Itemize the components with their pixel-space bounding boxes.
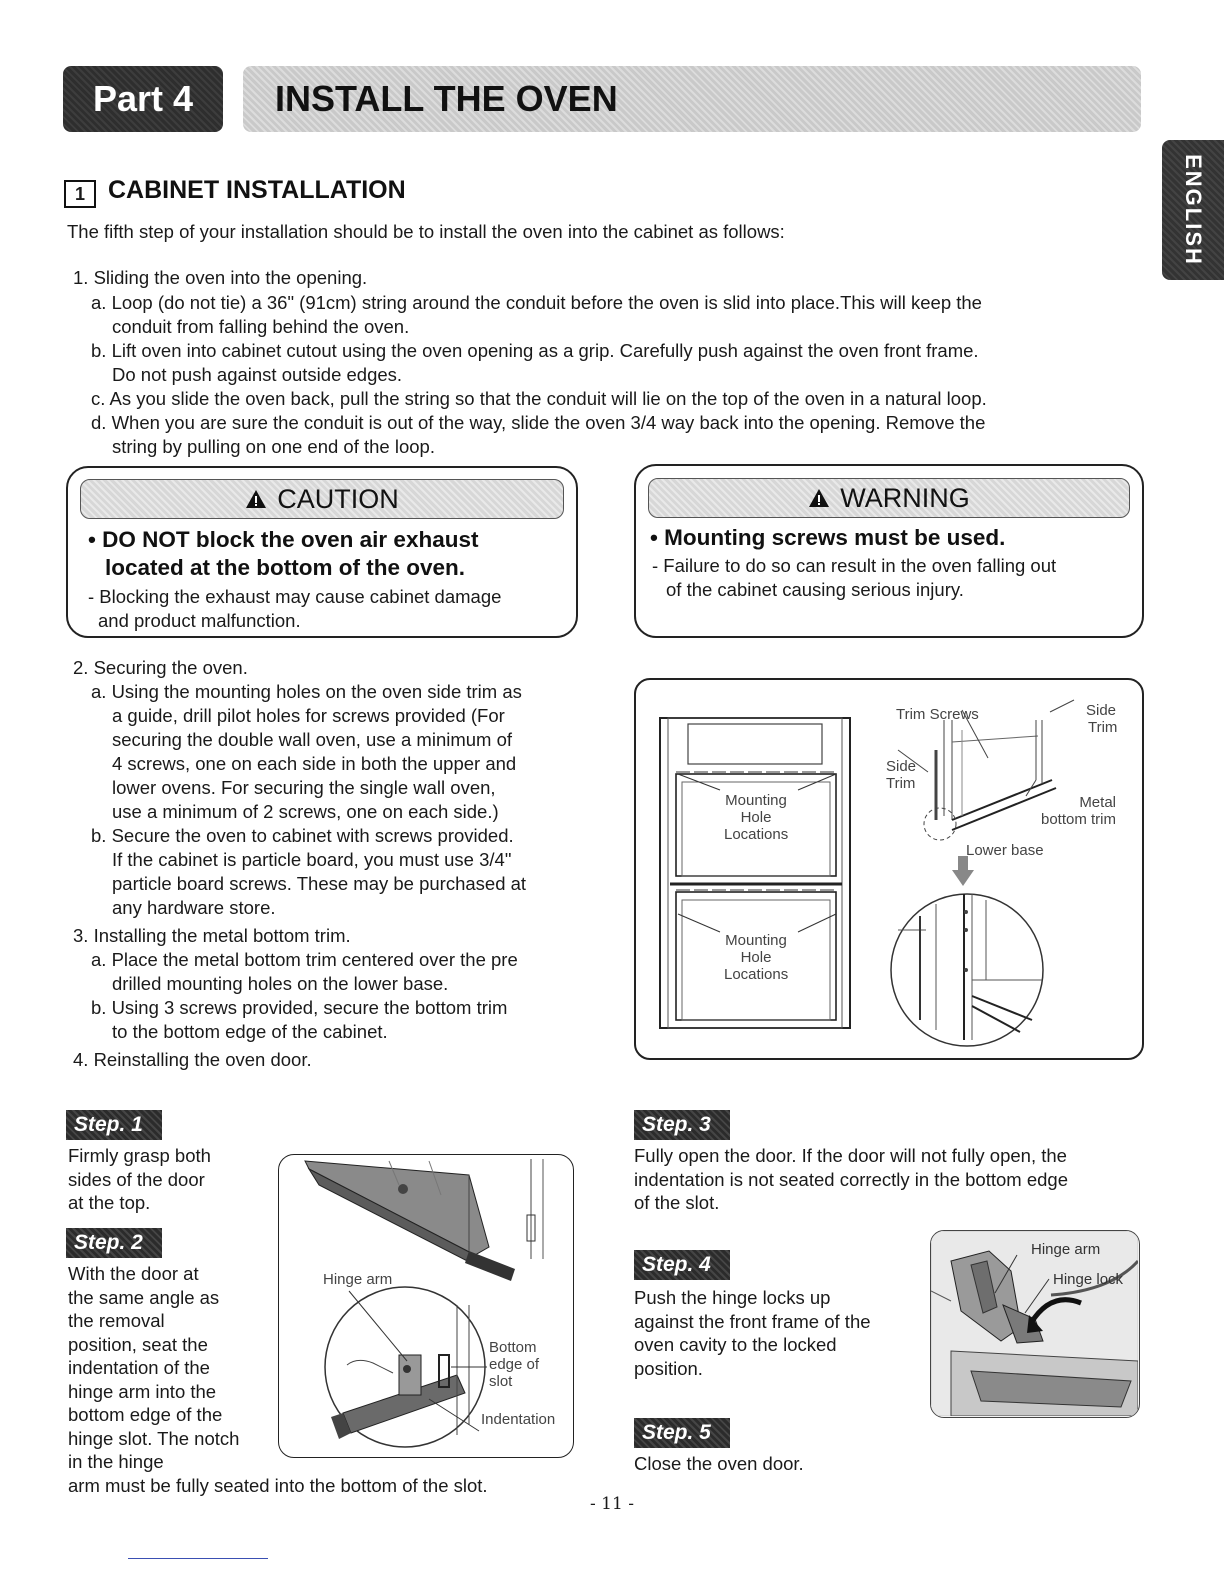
warning-bold-line: • Mounting screws must be used. xyxy=(650,525,1006,550)
hinge-lock-figure xyxy=(930,1230,1140,1418)
caution-detail: and product malfunction. xyxy=(98,610,301,631)
lower-base-label: Lower base xyxy=(966,842,1044,859)
list-item: 4 screws, one on each side in both the upper and xyxy=(112,753,517,774)
door-hinge-figure xyxy=(278,1154,574,1458)
caution-bold-line: • DO NOT block the oven air exhaust xyxy=(88,527,479,552)
mounting-label: Mounting xyxy=(725,932,787,949)
text-line: of the slot. xyxy=(634,1192,720,1213)
text-line: arm must be fully seated into the bottom of the slot. xyxy=(68,1474,488,1496)
text-line: against the front frame of the xyxy=(634,1310,871,1332)
text-line: indentation of the xyxy=(68,1357,210,1378)
list-item: c. As you slide the oven back, pull the string so that the conduit will lie on the top of the oven in a natural loop. xyxy=(91,388,987,409)
language-label: ENGLISH xyxy=(1181,154,1206,266)
step4-text xyxy=(634,1286,871,1380)
warning-box xyxy=(634,464,1144,638)
warning-detail: of the cabinet causing serious injury. xyxy=(666,579,964,600)
part-label: Part 4 xyxy=(92,78,194,119)
hinge-lock-label: Hinge lock xyxy=(1053,1271,1124,1288)
oven-mounting-figure xyxy=(634,678,1144,1060)
list-heading: 2. Securing the oven. xyxy=(73,657,248,678)
list-item: b. Using 3 screws provided, secure the bottom trim xyxy=(91,997,508,1018)
list-item: to the bottom edge of the cabinet. xyxy=(112,1021,388,1042)
caution-title: CAUTION xyxy=(277,483,399,514)
hinge-arm-label: Hinge arm xyxy=(1031,1241,1101,1258)
caution-header xyxy=(80,479,564,519)
mounting-label: Hole xyxy=(740,809,772,826)
list-item: b. Secure the oven to cabinet with screws provided. xyxy=(91,825,514,846)
list-item: securing the double wall oven, use a minimum of xyxy=(112,729,513,750)
text-line: With the door at xyxy=(68,1263,199,1284)
warning-triangle-icon xyxy=(245,489,267,509)
text-line: hinge arm into the xyxy=(68,1380,217,1402)
list-item: b. Lift oven into cabinet cutout using the oven opening as a grip. Carefully push against the oven front frame. xyxy=(91,340,979,361)
step3-text xyxy=(634,1144,1068,1215)
footer-rule xyxy=(128,1558,268,1559)
section-title: CABINET INSTALLATION xyxy=(108,176,406,204)
mounting-label: Hole xyxy=(740,949,772,966)
text-line: oven cavity to the locked xyxy=(634,1334,837,1355)
step-badge: Step. 2 xyxy=(66,1228,162,1258)
text-line: Fully open the door. If the door will not fully open, the xyxy=(634,1145,1067,1166)
mounting-label: Locations xyxy=(724,966,789,983)
step-badge: Step. 1 xyxy=(66,1110,162,1140)
section-number: 1 xyxy=(64,180,96,208)
bottom-edge-label: edge of xyxy=(489,1356,540,1373)
text-line: Firmly grasp both xyxy=(68,1145,211,1166)
list-item: any hardware store. xyxy=(112,897,276,918)
page-number: - 11 - xyxy=(590,1494,634,1514)
warning-detail: - Failure to do so can result in the oven falling out xyxy=(652,555,1057,576)
text-line: Push the hinge locks up xyxy=(634,1287,831,1308)
hinge-arm-label: Hinge arm xyxy=(323,1271,393,1288)
bottom-edge-label: slot xyxy=(489,1373,513,1390)
bottom-edge-label: Bottom xyxy=(489,1339,537,1356)
list-item: use a minimum of 2 screws, one on each side.) xyxy=(112,801,499,822)
text-line: position. xyxy=(634,1357,703,1379)
step5-text xyxy=(634,1452,804,1476)
warning-triangle-icon xyxy=(808,488,830,508)
hinge-lock-illustration xyxy=(931,1231,1138,1416)
list-item: d. When you are sure the conduit is out of the way, slide the oven 3/4 way back into the opening. Remove the xyxy=(91,412,986,433)
text-line: the same angle as xyxy=(68,1286,220,1308)
text-line: Close the oven door. xyxy=(634,1453,804,1474)
text-line: at the top. xyxy=(68,1192,151,1213)
side-trim-label: Trim xyxy=(886,775,916,792)
mounting-label: Locations xyxy=(724,826,789,843)
step-badge: Step. 4 xyxy=(634,1250,730,1280)
mounting-label: Mounting xyxy=(725,792,787,809)
list-item: lower ovens. For securing the single wall oven, xyxy=(112,777,496,798)
text-line: the removal xyxy=(68,1310,165,1331)
list-heading: 4. Reinstalling the oven door. xyxy=(73,1049,312,1070)
step-badge: Step. 5 xyxy=(634,1418,730,1448)
list-item: If the cabinet is particle board, you must use 3/4" xyxy=(112,849,512,870)
oven-front-illustration xyxy=(636,680,1142,1058)
caution-bold-line: located at the bottom of the oven. xyxy=(105,555,466,580)
text-line: position, seat the xyxy=(68,1333,208,1355)
list-item: conduit from falling behind the oven. xyxy=(112,316,410,337)
list-item: a. Place the metal bottom trim centered over the pre xyxy=(91,949,518,970)
list-item: drilled mounting holes on the lower base. xyxy=(112,973,449,994)
warning-title: WARNING xyxy=(840,482,970,513)
text-line: hinge slot. The notch xyxy=(68,1427,240,1449)
text-line: in the hinge xyxy=(68,1451,164,1472)
page-title-bar xyxy=(243,66,1141,132)
list-item: particle board screws. These may be purchased at xyxy=(112,873,527,894)
language-tab xyxy=(1162,140,1224,280)
side-trim-label: Side xyxy=(886,758,917,775)
step-badge: Step. 3 xyxy=(634,1110,730,1140)
metal-trim-label: Metal xyxy=(1079,794,1116,811)
list-heading: 1. Sliding the oven into the opening. xyxy=(73,267,368,288)
list-item: a. Loop (do not tie) a 36" (91cm) string around the conduit before the oven is slid into place.This will keep the xyxy=(91,292,982,313)
list-heading: 3. Installing the metal bottom trim. xyxy=(73,925,351,946)
caution-box xyxy=(66,466,578,638)
section-intro: The fifth step of your installation should be to install the oven into the cabinet as follows: xyxy=(67,221,785,242)
side-trim-label: Side xyxy=(1086,702,1117,719)
step1-text xyxy=(68,1144,211,1215)
text-line: sides of the door xyxy=(68,1168,205,1190)
text-line: bottom edge of the xyxy=(68,1404,223,1425)
trim-screws-label: Trim Screws xyxy=(896,706,979,723)
page-title: INSTALL THE OVEN xyxy=(275,78,618,119)
list-item: a guide, drill pilot holes for screws provided (For xyxy=(112,705,505,726)
text-line: indentation is not seated correctly in the bottom edge xyxy=(634,1168,1068,1190)
side-trim-label: Trim xyxy=(1088,719,1118,736)
list-item: a. Using the mounting holes on the oven side trim as xyxy=(91,681,522,702)
list-item: string by pulling on one end of the loop. xyxy=(112,436,435,457)
indentation-label: Indentation xyxy=(481,1411,556,1428)
caution-detail: - Blocking the exhaust may cause cabinet damage xyxy=(88,586,502,607)
warning-header xyxy=(648,478,1130,518)
metal-trim-label: bottom trim xyxy=(1040,811,1116,828)
part-tab xyxy=(63,66,223,132)
list-item: Do not push against outside edges. xyxy=(112,364,403,385)
